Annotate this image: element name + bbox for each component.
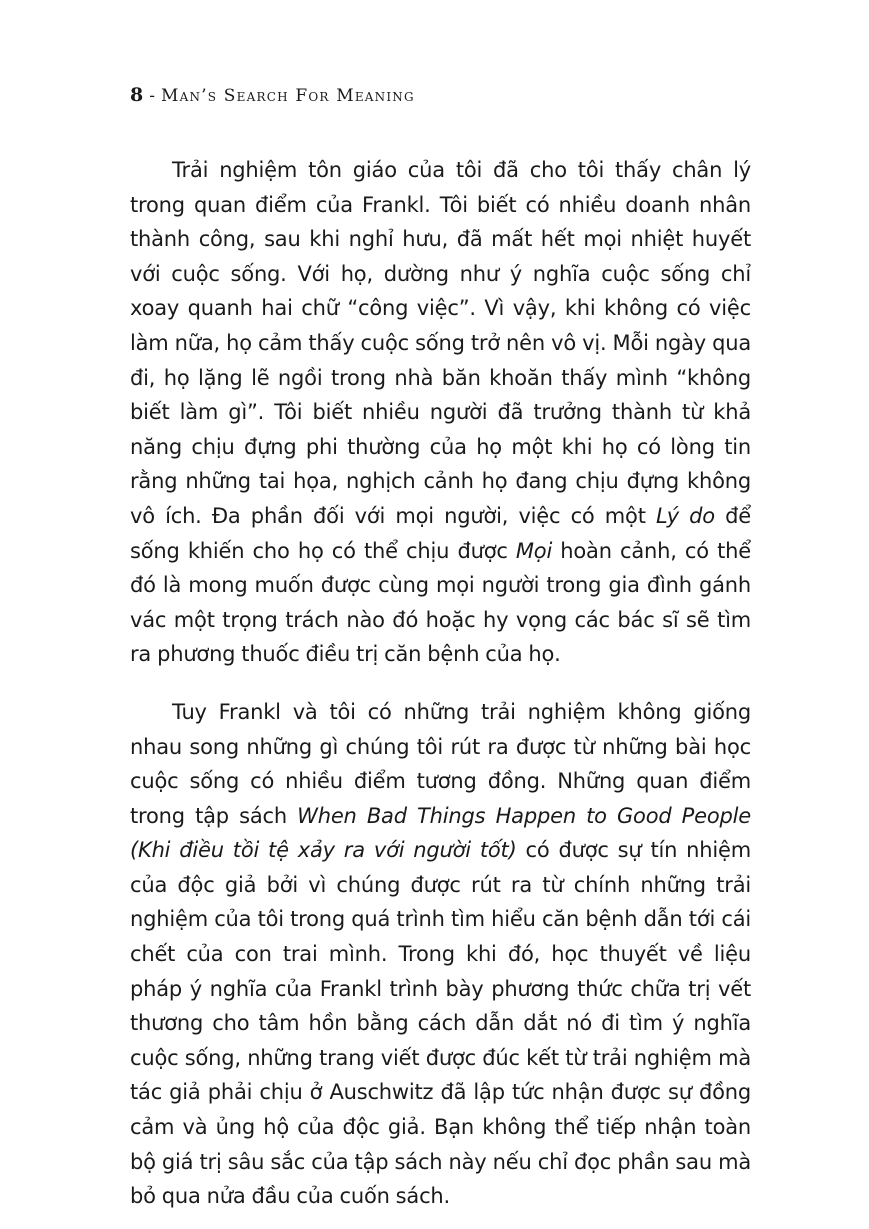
body-text [130,153,751,1214]
paragraph-2-text-a: Tuy Frankl và tôi có những trải nghiệm không giống nhau song những gì chúng tôi rút ra được từ những bài học cuộc sống có nhiều điểm tương đồng. Những quan điểm trong tập sách [130,699,751,828]
page-number: 8 [130,84,144,106]
paragraph-1-italic-ly-do: Lý do [655,503,715,528]
paragraph-2-text-b: có được sự tín nhiệm của độc giả bởi vì chúng được rút ra từ chính những trải nghiệm của tôi trong quá trình tìm hiểu căn bệnh dẫn tới cái chết của con trai mình. Trong khi đó, học thuyết về liệu pháp ý nghĩa của Frankl trình bày phương thức chữa trị vết thương cho tâm hồn bằng cách dẫn dắt nó đi tìm ý nghĩa cuộc sống, những trang viết được đúc kết từ trải nghiệm mà tác giả phải chịu ở Auschwitz đã lập tức nhận được sự đồng cảm và ủng hộ của độc giả. Bạn không thể tiếp nhận toàn bộ giá trị sâu sắc của tập sách này nếu chỉ đọc phần sau mà bỏ qua nửa đầu của cuốn sách. [130,838,751,1209]
book-title: Man’s Search For Meaning [160,86,415,106]
paragraph-1-text-a: Trải nghiệm tôn giáo của tôi đã cho tôi thấy chân lý trong quan điểm của Frankl. Tôi biết có nhiều doanh nhân thành công, sau khi nghỉ hưu, đã mất hết mọi nhiệt huyết với cuộc sống. Với họ, dường như ý nghĩa cuộc sống chỉ xoay quanh hai chữ “công việc”. Vì vậy, khi không có việc làm nữa, họ cảm thấy cuộc sống trở nên vô vị. Mỗi ngày qua đi, họ lặng lẽ ngồi trong nhà băn khoăn thấy mình “không biết làm gì”. Tôi biết nhiều người đã trưởng thành từ khả năng chịu đựng phi thường của họ một khi họ có lòng tin rằng những tai họa, nghịch cảnh họ đang chịu đựng không vô ích. Đa phần đối với mọi người, việc có một [130,158,751,528]
paragraph-1-text-c: hoàn cảnh, có thể đó là mong muốn được cùng mọi người trong gia đình gánh vác một trọng trách nào đó hoặc hy vọng các bác sĩ sẽ tìm ra phương thuốc điều trị căn bệnh của họ. [130,538,751,667]
paragraph-1 [130,153,751,672]
paragraph-2-italic-book-title: When Bad Things Happen to Good People (Khi điều tồi tệ xảy ra với người tốt) [130,803,751,863]
paragraph-1-italic-moi: Mọi [515,538,553,563]
paragraph-1-text-b: để sống khiến cho họ có thể chịu được [130,503,751,563]
running-head-separator: - [149,86,155,106]
running-head [130,84,415,114]
paragraph-2 [130,695,751,1214]
